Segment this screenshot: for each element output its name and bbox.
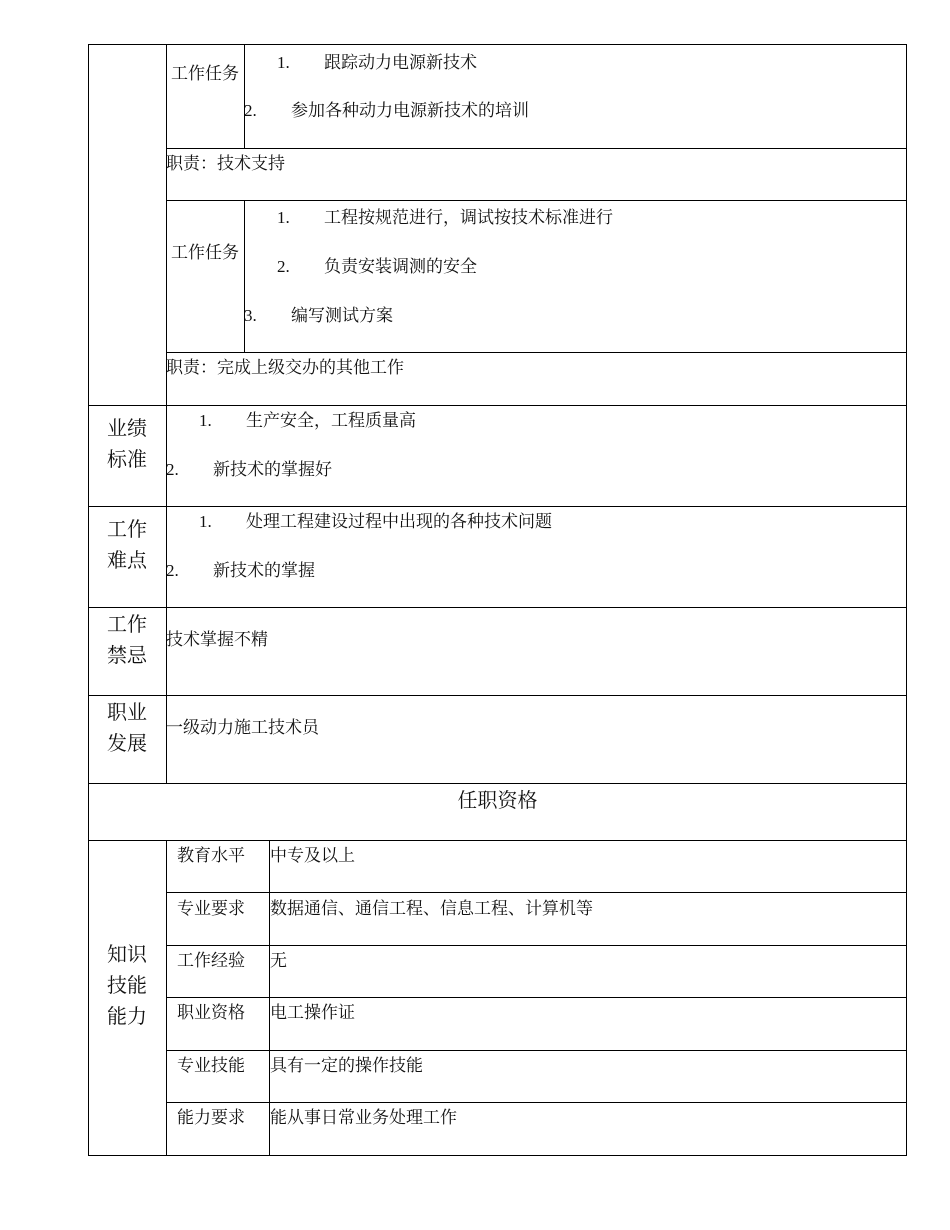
task-item: 跟踪动力电源新技术 <box>324 53 477 72</box>
task-item: 参加各种动力电源新技术的培训 <box>291 101 529 120</box>
list-number: 1. <box>277 208 290 227</box>
performance-item: 生产安全，工程质量高 <box>246 411 416 430</box>
task-item: 编写测试方案 <box>291 306 393 325</box>
list-number: 2. <box>166 460 179 479</box>
qualification-value: 数据通信、通信工程、信息工程、计算机等 <box>270 899 593 918</box>
row-divider <box>88 506 907 507</box>
duty-line: 职责：技术支持 <box>166 154 285 173</box>
qualification-group-label: 知识技能能力 <box>107 944 147 1028</box>
list-number: 1. <box>199 512 212 531</box>
row-divider <box>88 405 907 406</box>
column-divider <box>244 200 245 353</box>
row-divider <box>88 695 907 696</box>
qualification-value: 无 <box>270 951 287 970</box>
row-divider <box>166 997 907 998</box>
difficulty-item: 新技术的掌握 <box>213 561 315 580</box>
row-divider <box>166 1102 907 1103</box>
table-border-bottom <box>88 1155 907 1156</box>
qualification-key: 专业技能 <box>177 1056 245 1075</box>
taboo-label: 工作禁忌 <box>107 614 147 667</box>
taboo-text: 技术掌握不精 <box>166 630 268 649</box>
row-divider <box>88 840 907 841</box>
qualification-value: 具有一定的操作技能 <box>270 1056 423 1075</box>
performance-item: 新技术的掌握好 <box>213 460 332 479</box>
qualification-key: 职业资格 <box>177 1003 245 1022</box>
difficulty-item: 处理工程建设过程中出现的各种技术问题 <box>246 512 552 531</box>
qualification-key: 教育水平 <box>177 846 245 865</box>
qualification-key: 专业要求 <box>177 899 245 918</box>
list-number: 2. <box>166 561 179 580</box>
column-divider <box>166 840 167 1156</box>
list-number: 2. <box>244 101 257 120</box>
qualification-key: 能力要求 <box>177 1108 245 1127</box>
task-item: 工程按规范进行，调试按技术标准进行 <box>324 208 613 227</box>
qualification-value: 电工操作证 <box>270 1003 355 1022</box>
row-divider <box>166 945 907 946</box>
duty-line: 职责：完成上级交办的其他工作 <box>166 358 404 377</box>
table-border-top <box>88 44 907 45</box>
qualification-value: 中专及以上 <box>270 846 355 865</box>
list-number: 3. <box>244 306 257 325</box>
table-border-right <box>906 44 907 1156</box>
column-divider <box>244 44 245 149</box>
list-number: 1. <box>199 411 212 430</box>
row-divider <box>166 1050 907 1051</box>
performance-label: 业绩标准 <box>107 418 147 471</box>
career-text: 一级动力施工技术员 <box>166 718 319 737</box>
career-label: 职业发展 <box>107 702 147 755</box>
row-divider <box>166 200 907 201</box>
task-label: 工作任务 <box>171 243 239 262</box>
row-divider <box>166 352 907 353</box>
list-number: 2. <box>277 257 290 276</box>
table-border-left <box>88 44 89 1156</box>
task-label: 工作任务 <box>171 64 239 83</box>
qualification-value: 能从事日常业务处理工作 <box>270 1108 457 1127</box>
list-number: 1. <box>277 53 290 72</box>
qualification-title: 任职资格 <box>457 790 538 812</box>
row-divider <box>88 607 907 608</box>
row-divider <box>166 148 907 149</box>
task-item: 负责安装调测的安全 <box>324 257 477 276</box>
difficulty-label: 工作难点 <box>107 519 147 572</box>
row-divider <box>88 783 907 784</box>
qualification-key: 工作经验 <box>177 951 245 970</box>
row-divider <box>166 892 907 893</box>
